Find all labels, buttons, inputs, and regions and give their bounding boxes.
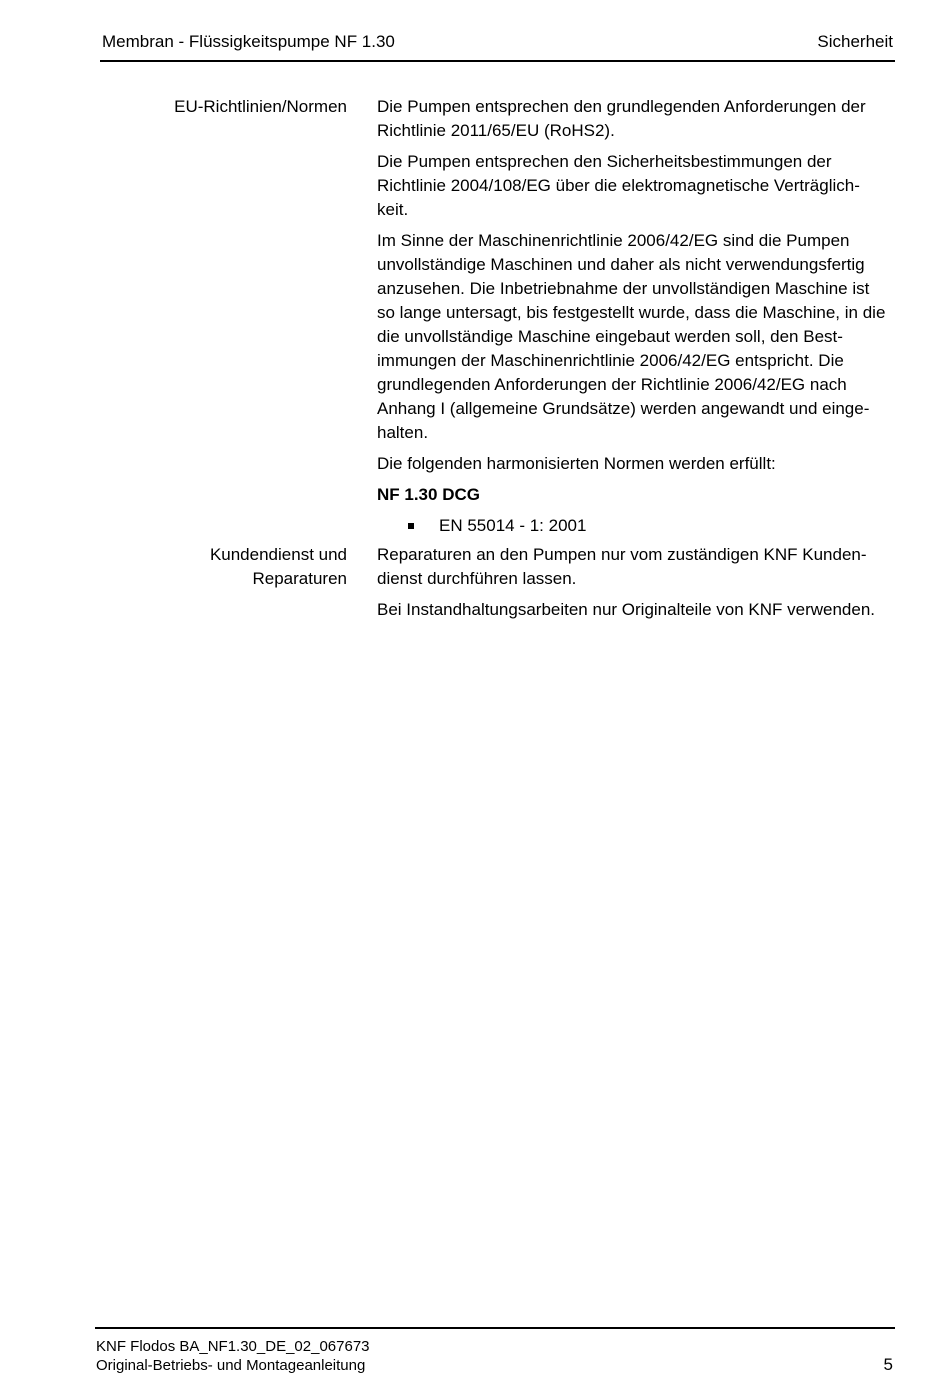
page-footer xyxy=(95,1327,895,1375)
page-number: 5 xyxy=(883,1355,893,1374)
paragraph: Bei Instandhaltungsarbeiten nur Originalteile von KNF verwenden. xyxy=(377,600,876,619)
section-content xyxy=(377,543,897,629)
section-label: EU-Richtlinien/Normen xyxy=(174,97,347,116)
section-label xyxy=(100,543,347,591)
paragraph: Die Pumpen entsprechen den Sicherheitsbestimmungen der Richtlinie 2004/108/EG über die elektromagnetische Verträglich-keit. xyxy=(377,152,860,219)
product-subheading: NF 1.30 DCG xyxy=(377,485,480,504)
section-label-line: Reparaturen xyxy=(252,569,347,588)
document-title: Membran - Flüssigkeitspumpe NF 1.30 xyxy=(102,32,395,51)
paragraph: Im Sinne der Maschinenrichtlinie 2006/42/EG sind die Pumpen unvollständige Maschinen und daher als nicht verwendungsfertig anzusehen. Die Inbetriebnahme der unvollständigen Maschine ist so lange untersagt, bis festgestellt wurde, dass die Maschine, in die die unvollständige Maschine eingebaut werden soll, den Best-immungen der Maschinenrichtlinie 2006/42/EG entspricht. Die grundlegenden Anforderungen der Richtlinie 2006/42/EG nach Anhang I (allgemeine Grundsätze) werden angewandt und einge-halten. xyxy=(377,231,886,442)
section-label-line: Kundendienst und xyxy=(209,545,347,564)
list-item xyxy=(377,514,897,538)
bullet-square-icon xyxy=(408,523,414,529)
section-content xyxy=(377,95,897,538)
list-item-text: EN 55014 - 1: 2001 xyxy=(439,516,587,535)
paragraph: Reparaturen an den Pumpen nur vom zuständigen KNF Kunden-dienst durchführen lassen. xyxy=(377,545,867,588)
document-type: Original-Betriebs- und Montageanleitung xyxy=(96,1357,366,1374)
paragraph: Die Pumpen entsprechen den grundlegenden Anforderungen der Richtlinie 2011/65/EU (RoHS2). xyxy=(377,97,866,140)
paragraph: Die folgenden harmonisierten Normen werden erfüllt: xyxy=(377,454,776,473)
chapter-title: Sicherheit xyxy=(817,32,893,51)
document-number: KNF Flodos BA_NF1.30_DE_02_067673 xyxy=(96,1338,370,1355)
page-header xyxy=(100,31,895,62)
